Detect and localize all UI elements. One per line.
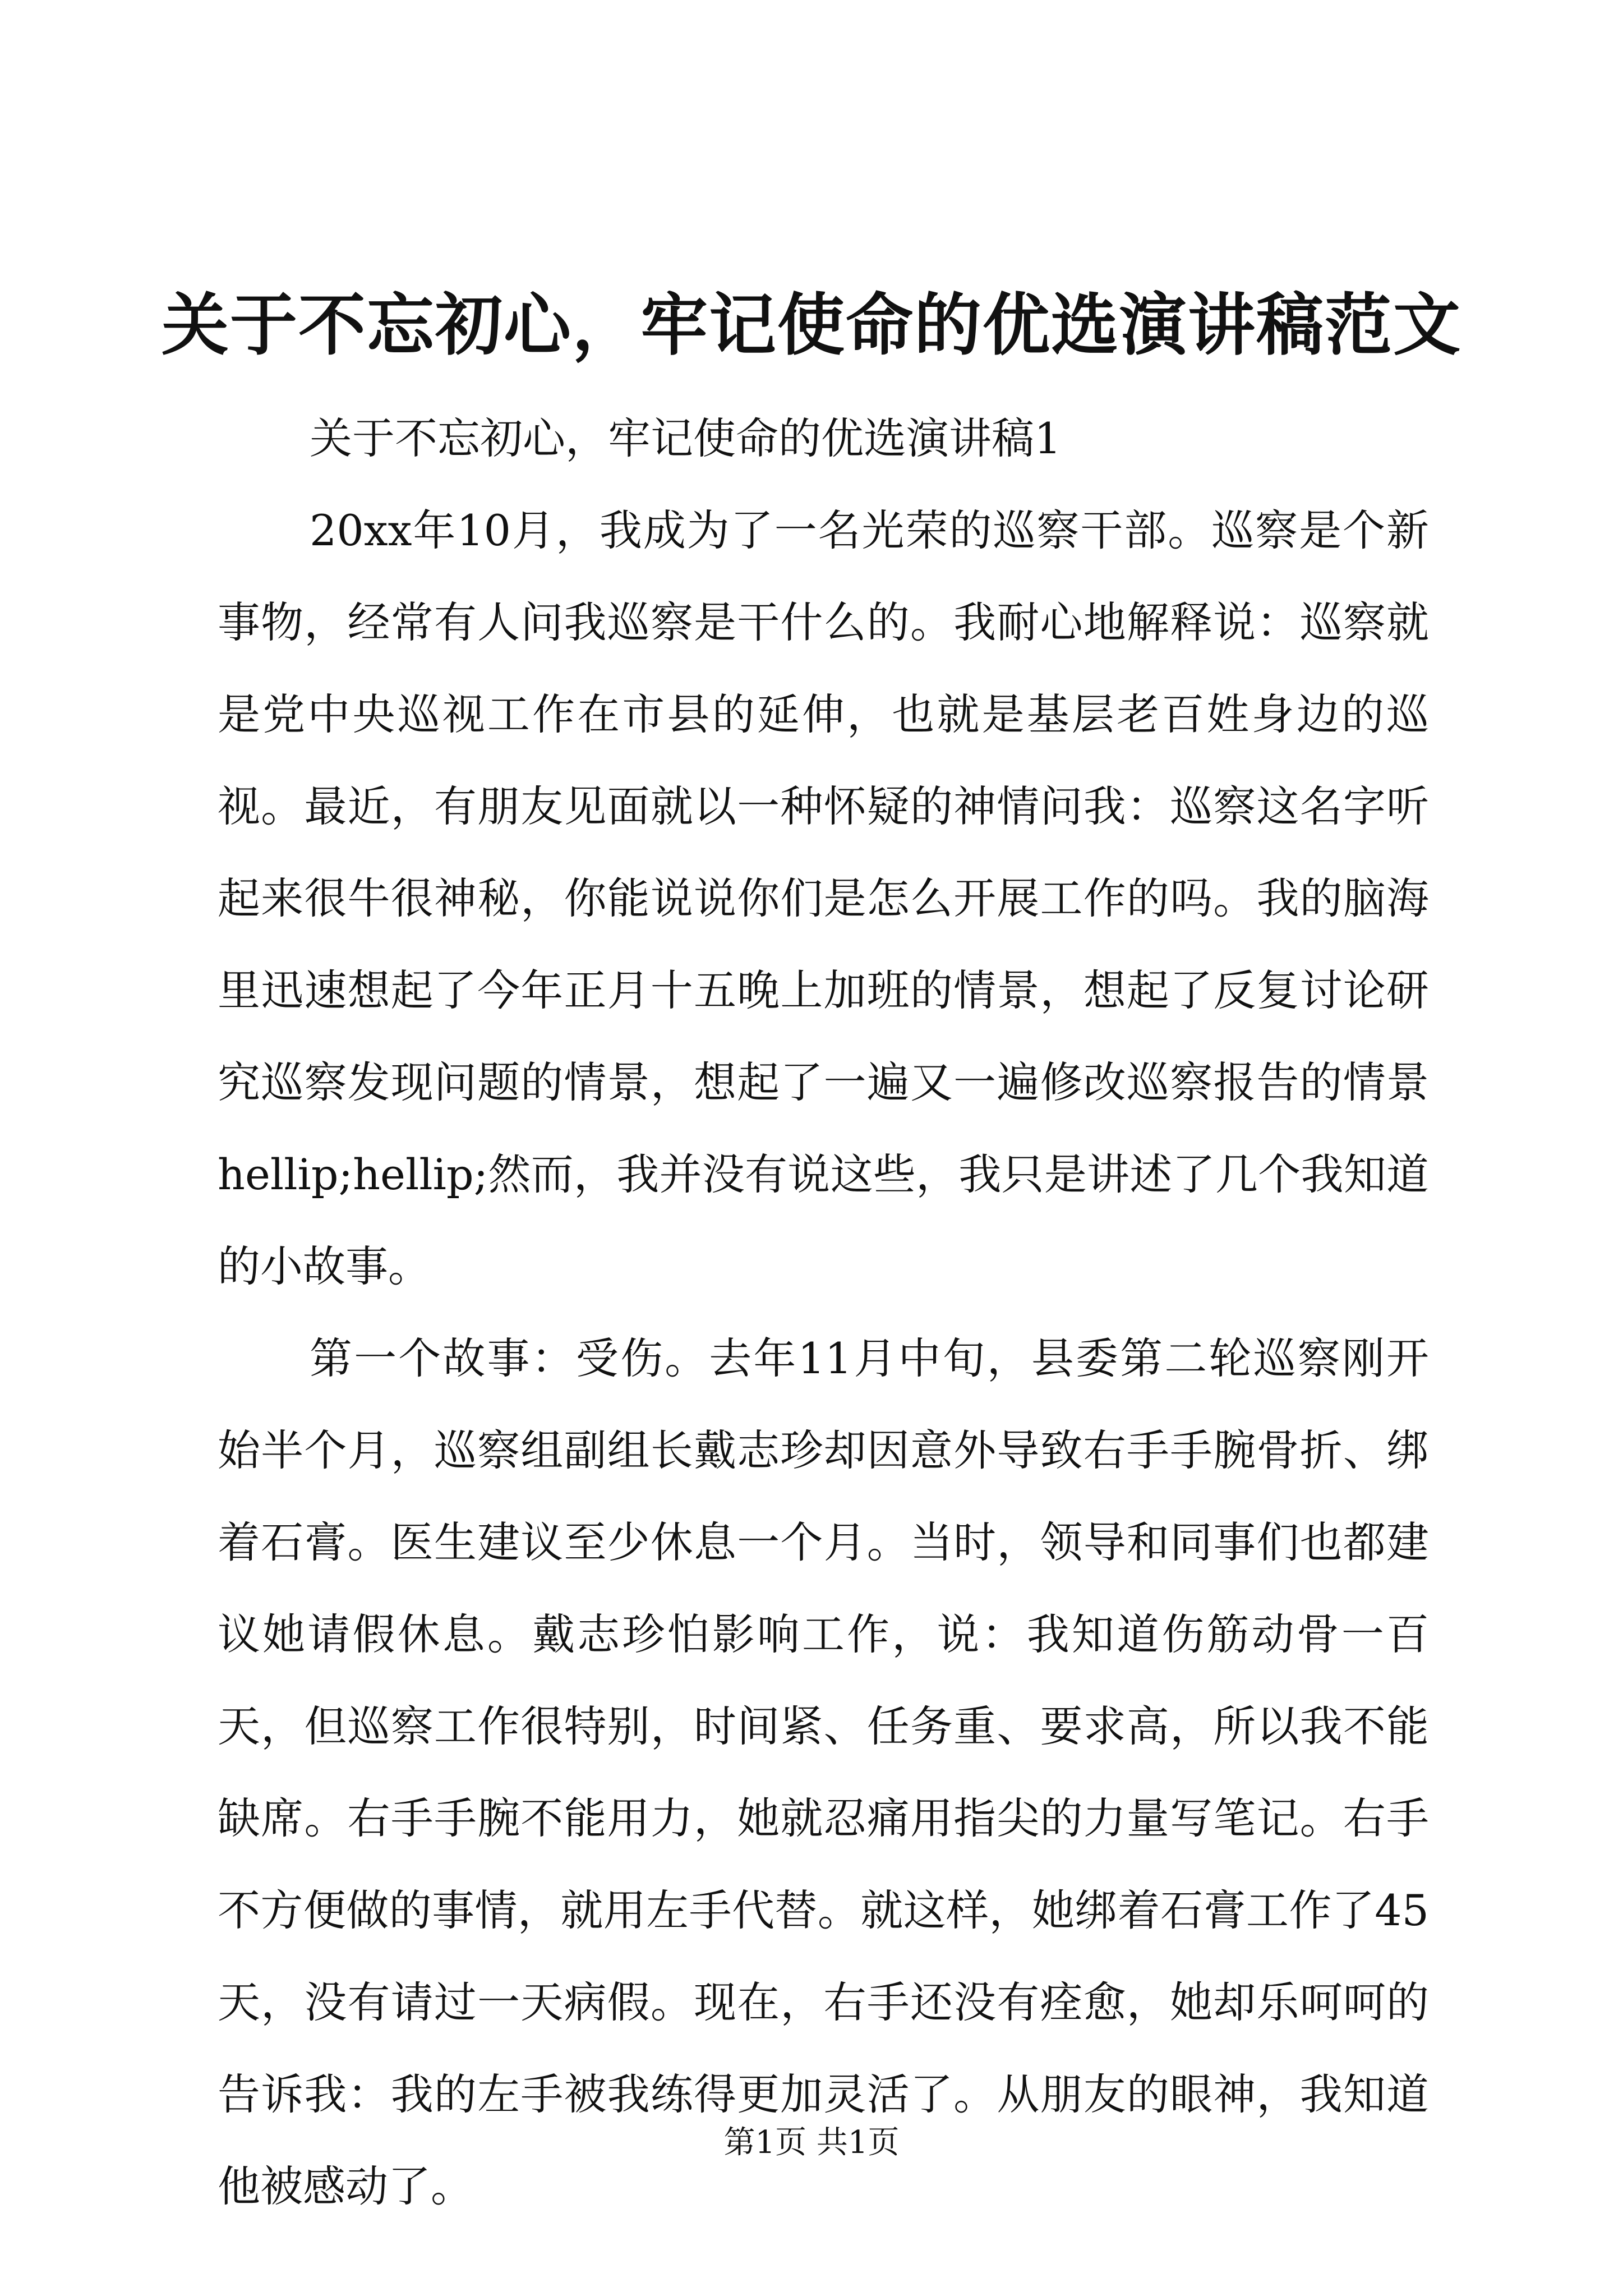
document-title: 关于不忘初心，牢记使命的优选演讲稿范文	[162, 286, 1461, 365]
paragraph-1: 20xx年10月，我成为了一名光荣的巡察干部。巡察是个新事物，经常有人问我巡察是干什么的。我耐心地解释说：巡察就是党中央巡视工作在市县的延伸，也就是基层老百姓身边的巡视。最近，有朋友见面就以一种怀疑的神情问我：巡察这名字听起来很牛很神秘，你能说说你们是怎么开展工作的吗。我的脑海里迅速想起了今年正月十五晚上加班的情景，想起了反复讨论研究巡察发现问题的情景，想起了一遍又一遍修改巡察报告的情景hellip;hellip;然而，我并没有说这些，我只是讲述了几个我知道的小故事。	[218, 505, 1429, 1291]
page-footer: 第1页 共1页	[723, 2124, 900, 2161]
document-body	[218, 393, 1429, 2233]
paragraph-2: 第一个故事：受伤。去年11月中旬，县委第二轮巡察刚开始半个月，巡察组副组长戴志珍却因意外导致右手手腕骨折、绑着石膏。医生建议至少休息一个月。当时，领导和同事们也都建议她请假休息。戴志珍怕影响工作，说：我知道伤筋动骨一百天，但巡察工作很特别，时间紧、任务重、要求高，所以我不能缺席。右手手腕不能用力，她就忍痛用指尖的力量写笔记。右手不方便做的事情，就用左手代替。就这样，她绑着石膏工作了45天，没有请过一天病假。现在，右手还没有痊愈，她却乐呵呵的告诉我：我的左手被我练得更加灵活了。从朋友的眼神，我知道他被感动了。	[218, 1333, 1429, 2211]
section-heading: 关于不忘初心，牢记使命的优选演讲稿1	[310, 413, 1062, 463]
